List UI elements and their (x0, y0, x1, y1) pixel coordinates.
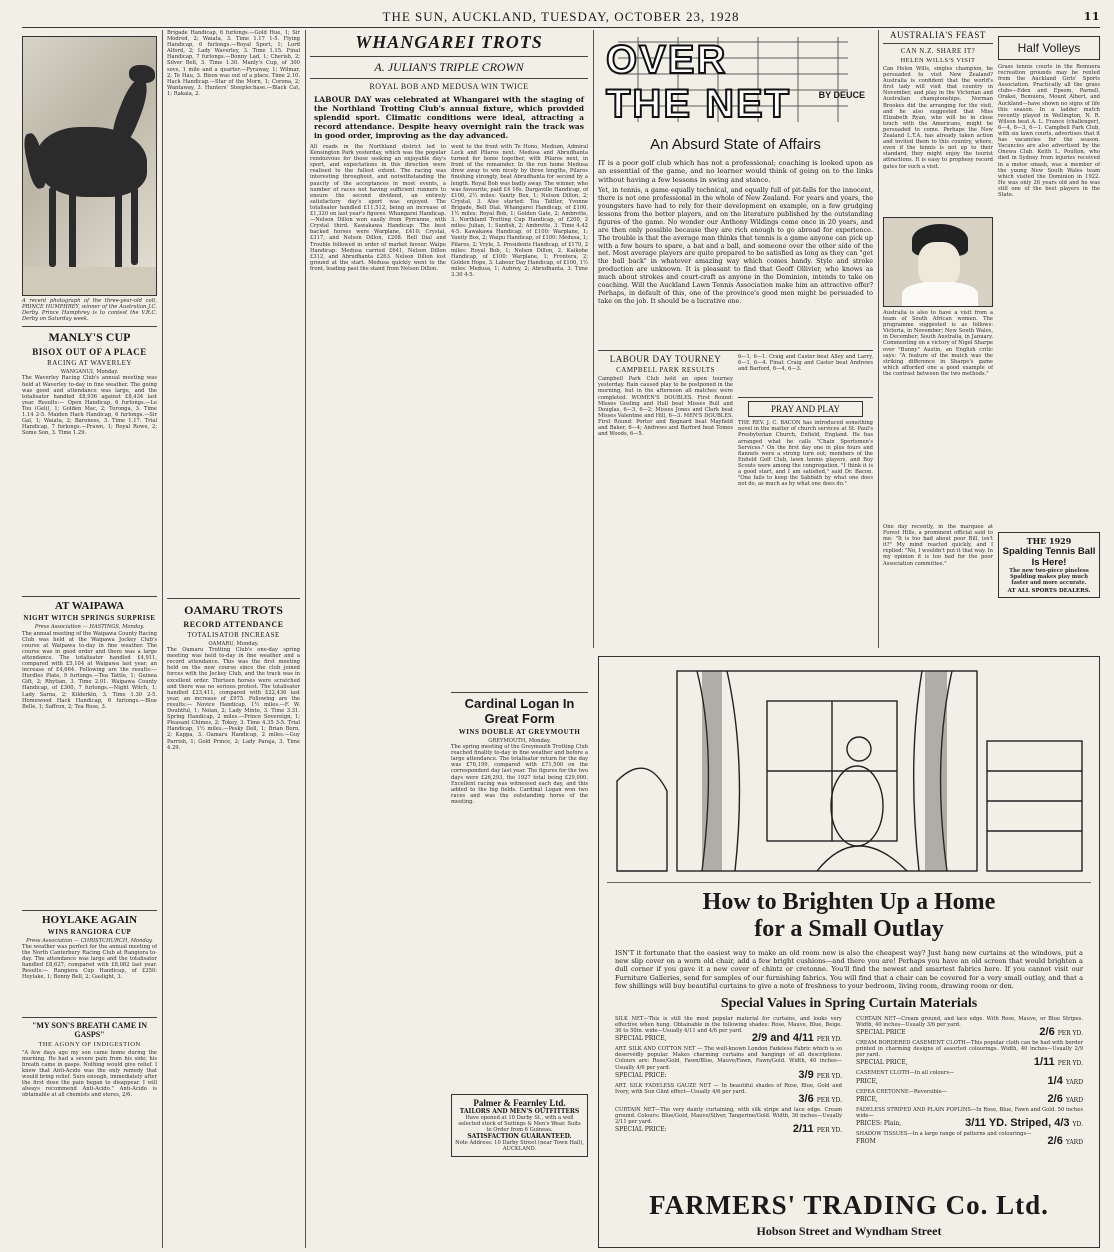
waipawa-dateline: Press Association — HASTINGS, Monday. (34, 624, 145, 631)
fabric-price (856, 1092, 1083, 1105)
farmers-right-list (856, 1016, 1083, 1149)
fabric-price (856, 1134, 1083, 1147)
masthead-title: THE SUN, AUCKLAND, TUESDAY, OCTOBER 23, 1928 (382, 8, 740, 24)
tourney-results-cont: 6—1, 6—1. Craig and Caster beat Alley and Larry, 6—1, 6—4. Final: Craig and Caster beat Andrews and Barford, 6—4, 6—3. (738, 354, 873, 373)
price-label: SPECIAL PRICE: (615, 1071, 667, 1079)
half-volleys-body: Grass tennis courts in the Remuera recreation grounds may be rented from the Auckland Girls' Sports Association. Practically all the grass clubs—Eden and Epsom, Parnell, Orakei, Remuera, Mount Albert, and Auckland—have shown no signs of life this season. In a ladder match recently played in Wellington, N. R. Wilson beat A. L. France (challenger), 6—4, 6—3, 6—1. Campbell Park Club, with six lawn courts, advertises that it has vacancies for the season. Vacancies are also advertised by the Onewa Club. Keith L. Poulton, who died in Sydney from injuries received in a motor smash, was a member of the young New South Wales team which visited the Dominion in 1922. He was only 26 years old and he was still one of the best players in the State. (998, 64, 1100, 198)
feast-body-3: One day recently, in the marquee at Forest Hills, a prominent official said to me: "It is too bad about poor Bill, isn't it?" My mind reacted quickly, and I replied: "No, I wouldn't put it that way. In my opinion it is too bad for the poor Association committee." (883, 524, 993, 567)
price-unit: YARD (1065, 1138, 1083, 1146)
price-value: 1/4 (1047, 1074, 1063, 1087)
fabric-item (615, 1016, 842, 1043)
price-unit: PER YD. (1057, 1030, 1083, 1038)
price-value: 3/9 (798, 1068, 814, 1081)
tennis-body: Yet, in tennis, a game equally technical, and equally full of pit-falls for the innocent, there is not one professional in the whole of New Zealand. For years and years, the youngsters have had to rely for their development on example, on a few grudging lessons from the better players, and on the literature published by the outstanding figures of the game. No wonder our Anthony Wildings come once in 20 years, and are then only possible because they are rich enough to go abroad for experience. The trouble is that the average man thinks that tennis is a game anyone can pick up with a few hours to spare, a bat and a ball, and someone over the other side of the net. Most average players are quite prepared to be satisfied as long as they can "get the ball back" in whatever amazing way which comes handy. Style and stroke production are unknown. It is pleasant to find that Geoff Ollivier, who knows as much about strokes and court-craft as anyone in the Dominion, intends to take on coaching. Will the Auckland Lawn Tennis Association make him an attractive offer? Perhaps, in default of this, one of the province's good men might be persuaded to take on the job. It should be a lucrative one. (598, 187, 873, 305)
manly-dateline: WANGANUI, Monday. (60, 369, 119, 376)
breath-body: "A few days ago my son came home during the morning. He had a severe pain from his side; his breath came in gasps. Nothing would give relief. I knew that Anti-Acido was the only remedy that would bring relief. Sure enough, immediately after the first dose the pain began to disappear. I will always recommend Anti-Acido." Anti-Acido is obtainable at all chemists and stores, 2/6. (22, 1049, 157, 1099)
manly-headline: MANLY'S CUP (48, 330, 131, 345)
logan-subhead: WINS DOUBLE AT GREYMOUTH (458, 728, 581, 736)
price-label: SPECIAL PRICE (856, 1029, 906, 1037)
price-label: PRICES: Plain, (856, 1119, 902, 1127)
feast-subhead-2: HELEN WILLS'S VISIT (900, 57, 976, 64)
breath-headline: "MY SON'S BREATH CAME IN GASPS" (31, 1020, 148, 1039)
logo-text: OVER THE NET (606, 38, 792, 126)
column-4 (598, 30, 873, 648)
photo-caption: A recent photograph of the three-year-old colt, PRINCE HUMPHREY, winner of the Australian J.C. Derby. Prince Humphrey is to contest the V.R.C. Derby on Saturday week. (22, 298, 157, 323)
waipawa-headline: AT WAIPAWA (54, 600, 125, 613)
half-volleys-title: Half Volleys (998, 36, 1100, 60)
fabric-item (856, 1016, 1083, 1037)
price-label: PRICE, (856, 1077, 878, 1085)
price-value: 1/11 (1033, 1056, 1055, 1069)
price-value: 2/6 (1047, 1092, 1063, 1105)
hoylake-dateline: Press Association — CHRISTCHURCH, Monday. (26, 937, 153, 944)
logo-byline: BY DEUCE (818, 90, 865, 100)
fabric-description: CREAM BORDERED CASEMENT CLOTH—This popular cloth can be had with border printed in charming designs of assorted colourings. Width, 40 inches—Usually 2/9 per yard. (856, 1040, 1083, 1059)
oamaru-headline: OAMARU TROTS (184, 603, 283, 617)
results-continued: Brigade Handicap, 6 furlongs.—Gold Hue, 1; Sir Modred, 2; Waiata, 3. Time 1.17 1-5. Flying Handicap, 6 furlongs.—Royal Sport, 1; Lord Alford, 2; Lady Waverley, 3. Time 1.15. Final Handicap, 7 furlongs.—Bonny Lad, 1; Cherish, 2; Silver Bell, 3. Time 1.30. Manly's Cup, of 300 sovs, 1 mile and a quarter.—Pyraway, 1; Wilmar, 2; Te Hau, 3. Bisox was out of a place. Time 2.10. Hack Handicap.—Star of the Morn, 1; Corona, 2; Wantaway, 3. Hunters' Steeplechase.—Black Cat, 1; Rakaia, 2. (167, 30, 300, 97)
fabric-item (615, 1046, 842, 1079)
price-unit: PER YD. (816, 1127, 842, 1135)
fabric-price (856, 1056, 1083, 1069)
price-unit: PER YD. (816, 1072, 842, 1080)
fabric-description: CEPEA CRETONNE—Reversible— (856, 1088, 947, 1095)
column-1 (22, 30, 157, 1248)
fabric-price (856, 1116, 1083, 1129)
price-unit: YARD (1065, 1096, 1083, 1104)
tourney-headline: LABOUR DAY TOURNEY (609, 354, 722, 365)
logan-headline: Cardinal Logan In Great Form (464, 696, 575, 726)
hoylake-subhead: WINS RANGIORA CUP (47, 927, 132, 936)
farmers-left-list (615, 1016, 842, 1149)
palmer-fearnley-ad (451, 1094, 588, 1156)
feast-body-2: Australia is also to have a visit from a team of South African women. The programme suggested is as follows: Victoria, in November; New South Wales, in December; South Australia, in January. Commenting on a victory of Nigel Sharpe over "Bunny" Austin, an English critic says: "A feature of the match was the striking difference in Sharpe's game which afforded one a good example of the contrast between the two methods." (883, 310, 993, 377)
helen-wills-photo (883, 217, 993, 307)
tennis-headline: An Absurd State of Affairs (650, 136, 821, 153)
fabric-description: ART. SILK FADELESS GAUZE NET — In beautiful shades of Rose, Blue, Gold and Ivory, with Sun Glint effect—Usually 4/6 per yard. (615, 1082, 842, 1095)
hoylake-body: The weather was perfect for the annual meeting of the North Canterbury Racing Club at Rangiora to-day. The attendance was large and the totalisator handled £8,627, compared with £8,082 last year. Results:— Rangiora Cup Handicap, of £250: Hoylake, 1; Bonny Bell, 2; Gaslight, 3. (22, 943, 157, 981)
ad-line-3: SATISFACTION GUARANTEED. (467, 1133, 572, 1141)
fabric-price (615, 1123, 842, 1136)
horse-photo (22, 36, 157, 296)
over-the-net-logo (598, 32, 873, 132)
price-unit: PER YD. (1057, 1060, 1083, 1068)
ad-firm-name: Palmer & Fearnley Ltd. (473, 1098, 566, 1109)
price-value: 2/6 (1047, 1134, 1063, 1147)
farmers-section: Special Values in Spring Curtain Materials (720, 996, 978, 1012)
logan-body: The spring meeting of the Greymouth Trotting Club reached finality to-day in fine weather and before a large attendance. The totalisator return for the day was £76,199, compared with £71,500 on the correspondent day last year. The figures for the two days were £26,293, the 1927 total being £29,000. Excellent racing was witnessed each day, and this added to the big fields. Cardinal Logan won two races and was the outstanding horse of the meeting. (451, 744, 588, 805)
fabric-item (856, 1070, 1083, 1085)
ad-line-2: Have opened at 10 Darby St., with a well selected stock of Suitings & Men's Wear. Suits to Order from 6 Guineas. (458, 1115, 581, 1134)
fabric-item (856, 1107, 1083, 1128)
fabric-description: CASEMENT CLOTH—In all colours— (856, 1070, 955, 1077)
columns (22, 30, 1100, 1248)
price-label: SPECIAL PRICE: (615, 1126, 667, 1134)
manly-subhead-2: RACING AT WAVERLEY (47, 359, 132, 368)
logan-dateline: GREYMOUTH, Monday. (488, 738, 551, 744)
pray-body: THE REV. J. C. BACON has introduced something novel in the matter of church services at St. Paul's Presbyterian Church, Enfield, England. He has arranged what he calls "Chain Sportsmen's Services." On the first day one in plus fours and flannels were a strong turn out; members of the Enfield Golf Club, lawn tennis players, and Boy Scouts were among the congregation. "I think it is a good start, and I am satisfied," said Dr. Bacon. "One fails to keep the Sabbath by what one does not do, as much as by what one does do." (738, 420, 873, 488)
whangarei-headline: WHANGAREI TROTS (355, 32, 543, 52)
room-drawing (607, 661, 1091, 883)
fabric-price (615, 1092, 842, 1105)
fabric-price (615, 1068, 842, 1081)
whangarei-lead: LABOUR DAY was celebrated at Whangarei with the staging of the Northland Trotting Club's annual fixture, which provided splendid sport. Climatic conditions were ideal, attracting a record attendance. Despite heavy overnight rain the track was in good order, improving as the day advanced. (314, 95, 584, 140)
tourney-subhead: CAMPBELL PARK RESULTS (616, 366, 715, 375)
oamaru-subhead-2: TOTALISATOR INCREASE (187, 631, 280, 639)
farmers-trading-ad (598, 656, 1100, 1248)
price-unit: PER YD. (816, 1096, 842, 1104)
fabric-price (856, 1026, 1083, 1039)
whangarei-body-b: went to the front with Te Hono, Medium, Admiral Lock and Pilaros next. Medusa and Abrudhanta turned for home together, with Pilaros next, in front of the remainder. In the run home Medusa drew away to win nicely by three lengths, Pilaros finishing strongly, beat Abrudhanta for second by a length. Royal Bob was badly away. The winner, who was favourite, paid £4 16s. Dargaville Handicap, of £100, 2½ miles: Vanity Box, 1; Nelson Dillon, 2; Crystal, 3. Also started: Tea Tattler, Yvonne Brigade, Bell Dial. Whangarei Handicap, of £100, 1½ miles: Royal Bob, 1; Golden Gate, 2; Ambrette, 3. Northland Trotting Cup Handicap, of £200, 2 miles: Julian, 1; Sunfish, 2; Ambrette, 3. Time 4.42 4-5. Kawakawa Handicap, of £100: Warplane, 1; Vanity Box, 2; Waipu Handicap, of £100: Medusa, 1; Pilaros, 2; Vryle, 3. Presidents Handicap, of £170, 2 miles: Royal Bob, 1; Nelson Dillon, 2. Kaikohe Handicap, of £100: Warplane, 1; Frontera, 2; Golden Hope, 3. Labour Day Handicap, of £100, 1½ miles: Medusa, 1; Aubrey, 2; Abrudhanta, 3. Time 3.30 4-5. (451, 144, 588, 278)
pray-headline: PRAY AND PLAY (748, 401, 863, 417)
fabric-item (856, 1131, 1083, 1146)
masthead (22, 6, 1100, 28)
tourney-body: Campbell Park Club held an open tourney yesterday. Rain caused play to be postponed in the morning, but in the afternoon all matches were completed. WOMEN'S DOUBLES. First Round: Misses Gosling and Hull beat Misses Bull and Douglas, 6—3, 6—2; Misses Jones and Clark beat Misses Valentine and Hill, 6—3. MEN'S DOUBLES. First Round: Porter and Bognard beat Mayfield and Baker, 6—4; Andrews and Barford beat Tomes and Woods, 6—5. (598, 376, 733, 438)
price-value: 3/11 YD. Striped, 4/3 (965, 1116, 1070, 1129)
spalding-foot: AT ALL SPORTS DEALERS. (1007, 588, 1091, 595)
fabric-item (856, 1089, 1083, 1104)
fabric-item (856, 1040, 1083, 1067)
column-3 (310, 30, 588, 1248)
price-value: 3/6 (798, 1092, 814, 1105)
fabric-description: SHADOW TISSUES—In a large range of patterns and colourings— (856, 1130, 1032, 1137)
fabric-description: CURTAIN NET—Cream ground, and lace edge. With Rose, Mauve, or Blue Stripes. Width, 40 inches—Usually 3/6 per yard. (856, 1016, 1083, 1029)
price-value: 2/11 (792, 1123, 814, 1136)
column-5 (883, 30, 1100, 648)
feast-headline: AUSTRALIA'S FEAST (890, 30, 986, 40)
hoylake-headline: HOYLAKE AGAIN (41, 913, 138, 926)
price-label: PRICE, (856, 1095, 878, 1103)
price-unit: YARD (1065, 1078, 1083, 1086)
manly-body: The Waverley Racing Club's annual meeting was held at Waverley to-day in fine weather. The going was good and attendance was large, and the totalisator handled £8,936 against £8,434 last year. Results:— Open Handicap, 6 furlongs.—Le Tou (Geli), 1; Golden Mac, 2; Toronga, 3. Time 1.14 2-5. Maiden Hack Handicap, 6 furlongs.—Sir Gal, 1; Waiata, 2; Baroness, 3. Time 1.17. Trial Handicap, 7 furlongs.—Prawn, 1; Royal Rowe, 2; Some Son, 3. Time 1.29. (22, 375, 157, 437)
fabric-description: ART. SILK AND COTTON NET — The well-known London Fadeless Fabric which is so deservedly popular. Makes charming curtains and hangings of all descriptions. Colours are: Rose/Gold, Fawn/Blue, Mauve/Fawn, Fawn/Gold. Width, 40 inches—Usually 4/6 per yard. (615, 1046, 842, 1071)
spalding-year: THE 1929 (1026, 536, 1072, 546)
ad-line-1: TAILORS AND MEN'S OUTFITTERS (459, 1108, 580, 1116)
spalding-ad (998, 532, 1100, 598)
price-value: 2/9 and 4/11 (751, 1032, 814, 1045)
farmers-address: Hobson Street and Wyndham Street (756, 1224, 942, 1238)
feast-subhead: CAN N.Z. SHARE IT? (900, 47, 976, 55)
farmers-headline-1: How to Brighten Up a Home (702, 889, 996, 915)
price-label: SPECIAL PRICE, (856, 1059, 908, 1067)
breath-subhead: THE AGONY OF INDIGESTION (38, 1040, 141, 1048)
price-label: SPECIAL PRICE, (615, 1035, 667, 1043)
fabric-price (856, 1074, 1083, 1087)
fabric-item (615, 1083, 842, 1104)
fabric-description: CURTAIN NET—The very dainty curtaining, with silk stripe and lace edge. Cream ground. Colours: Blue/Gold, Mauve/Silver, Tangerine/Gold. Width, 36 inches—Usually 2/11 per yard. (615, 1106, 842, 1126)
tennis-lead: IT is a poor golf club which has not a professional; coaching is looked upon as an essential of the game, and no learner would think of going on to the links without having a few lessons in swing and stance. (598, 159, 873, 184)
farmers-headline-2: for a Small Outlay (754, 916, 944, 942)
price-unit: YD. (1072, 1120, 1083, 1128)
oamaru-body: The Oamaru Trotting Club's one-day spring meeting was held to-day in fine weather and a record attendance. This was the first meeting held on the new course since the club joined forces with the Jockey Club, and the track was in excellent order. Thirteen horses were scratched and there was no serious protest. The totalisator handled £23,411, compared with £22,436 last year, an increase of £975. Following are the results:— Novice Handicap, 1½ miles.—F. W. Doubtful, 1; Nolan, 2; Lady Minto, 3. Time 3.31. Spring Handicap, 2 miles.—Prince Sovereign, 1; Pleasant Chimes, 2; Tokey, 3. Time 4.35 3-5. Trial Handicap, 1½ miles.—Pesky Dell, 1; Brian Born, 2; Kappa, 3. Oamaru Handicap, 2 miles.—Guy Parrish, 1; Gold Prince, 2; Lady Paraja, 3. Time 4.29. (167, 647, 300, 751)
price-value: 2/6 (1039, 1026, 1055, 1039)
fabric-description: FADELESS STRIPED AND PLAIN POPLINS—In Rose, Blue, Fawn and Gold. 50 inches wide— (856, 1106, 1083, 1119)
oamaru-subhead: RECORD ATTENDANCE (183, 620, 284, 629)
column-2 (167, 30, 300, 1248)
waipawa-body: The annual meeting of the Waipawa County Racing Club was held at the Waipawa Jockey Club's course at Waipawa to-day in fine weather. The course was in good order and there was a large attendance. The totalisator handled £4,911, compared with £5,104 at Waipawa last year, an increase of £4,664. Following are the results:— Hurdles Plate, 9 furlongs.—Tea Tattle, 1; Guinea Gift, 2; Rhytian, 3. Time 2.01. Waipawa County Handicap, of £300, 7 furlongs.—Night Witch, 1; Lady Sarna, 2; Kilderkin, 3. Time 1.30 2-5. Homewood Hack Handicap, 6 furlongs.—Blue Belle, 1; Saffron, 2; Tea Rose, 3. (22, 630, 157, 710)
whangarei-body-a: All roads in the Northland district led to Kensington Park yesterday, which was the popular rendezvous for those seeking an enjoyable day's sport, and expectations in this direction were realised to the fullest extent. The racing was interesting throughout, and notwithstanding the paucity of the acceptances in most events, a number of races not having sufficient runners to ensure the second dividend, an entirely satisfactory day's sport was enjoyed. The totalisator handled £11,512, being an increase of £1,320 on last year's figures. Whangarei Handicap.—Nelson Dillon won easily from Pyrranne, with Crystal third. Kawakawa Handicap: The best backed horses were Warplane, £410; Crystal, £317, and Nelson Dillon, £208. Bell Dial and Trouble followed in order of market favour. Waipu Handicap: Medusa carried £641, Nelson Dillon £312, and Abrudhanta £263. Nelson Dillon lost ground at the start. Medusa quickly went to the front, leading past the stand from Nelson Dillon. (310, 144, 446, 272)
room-illustration (607, 661, 1091, 883)
spalding-name: Spalding Tennis Ball Is Here! (1002, 546, 1096, 568)
whangarei-subhead: A. JULIAN'S TRIPLE CROWN (374, 60, 524, 74)
manly-subhead: BISOX OUT OF A PLACE (32, 347, 147, 358)
ad-line-4: Note Address: 10 Darby Street (near Town Hall), AUCKLAND. (455, 1140, 584, 1153)
farmers-firm: FARMERS' TRADING Co. Ltd. (649, 1190, 1049, 1220)
waipawa-subhead: NIGHT WITCH SPRINGS SURPRISE (23, 614, 156, 623)
price-unit: PER YD. (816, 1036, 842, 1044)
price-label: FROM (856, 1137, 876, 1145)
page-number: 11 (1083, 10, 1100, 23)
fabric-item (615, 1107, 842, 1134)
whangarei-subhead-2: ROYAL BOB AND MEDUSA WIN TWICE (369, 82, 529, 91)
fabric-description: SILK NET—This is still the most popular material for curtains, and looks very effective when hung. Obtainable in the following shades: Rose, Mauve, Blue, Beige. 36 to 50in. wide—Usually 4/11 and 4/6 per yard. (615, 1016, 842, 1035)
feast-body: Can Helen Wills, singles champion, be persuaded to visit New Zealand? Australia is confident that the world's first lady will visit that country in November, and play in the Victorian and Australian championships. Norman Brookes did the arranging for the visit, and he also suggested that Miss Elizabeth Ryan, who will be in close touch with the Americans, might be persuaded to come. Perhaps the New Zealand L.T.A. has already taken action and invited them to this country, where, even if the tennis is not up to their standard, they might enjoy the tourist attractions. It is easy to prophesy record gates for such a visit. (883, 66, 993, 170)
spalding-body: The new two-piece pineless Spalding makes play much faster and more accurate. (1009, 568, 1089, 587)
fabric-price (615, 1032, 842, 1045)
farmers-intro: ISN'T it fortunate that the easiest way to make an old room new is also the cheapest way? Just hang new curtains at the windows, put a new slip cover on a worn old chair, add a few bright cushions—and there you are! Perhaps you have an old screen that would brighten a dull corner if you gave it a new cover of chintz or cretonne. You'll find the newest and smartest fabrics here. If you cannot visit our Furniture Galleries, send for samples of our furnishing fabrics. You will find that a chair can be covered for a very small outlay, and that a few shillings will buy beautiful curtains to give a note of freshness to your bedroom, living room, drawing room or den. (615, 949, 1083, 990)
oamaru-dateline: OAMARU, Monday. (208, 641, 259, 647)
